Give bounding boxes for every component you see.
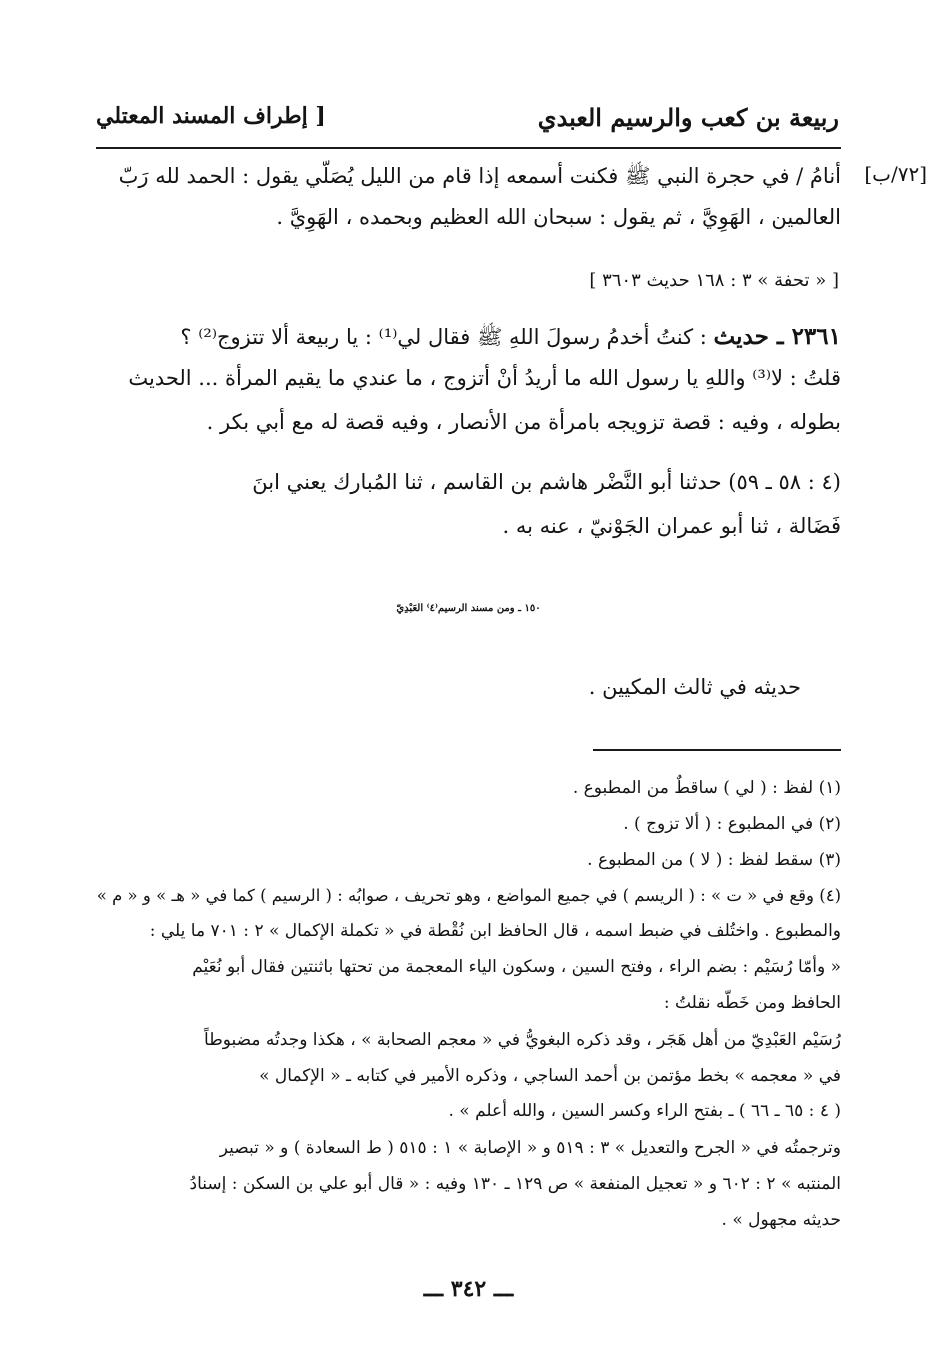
running-header-book: [ إطراف المسند المعتلي (96, 103, 326, 129)
footnote-4-line-10: حديثه مجهول » . (721, 1210, 841, 1230)
footnote-4-line-1: (٤) وقع في « ت » : ( الريسم ) في جميع المواضع ، وهو تحريف ، صوابُه : ( الرسيم ) كما في « هـ » و « م » (96, 886, 841, 905)
header-rule (96, 147, 841, 149)
section-text: حديثه في ثالث المكيين . (588, 675, 801, 699)
margin-reference: [٧٢/ب] (864, 162, 927, 186)
hadith-number: ٢٣٦١ ـ حديث (713, 323, 841, 350)
isnad-line-2: فَضَالة ، ثنا أبو عمران الجَوْنيّ ، عنه به . (502, 514, 841, 538)
footnote-1: (١) لفظ : ( لي ) ساقطٌ من المطبوع . (572, 778, 841, 798)
hadith-line-1 (180, 323, 841, 355)
footnote-4-line-3: « وأمّا رُسَيْم : بضم الراء ، وفتح السين ، وسكون الياء المعجمة من تحتها باثنتين فقال أبو نُعَيْم (192, 957, 841, 977)
running-header-title: ربيعة بن كعب والرسيم العبدي (537, 103, 839, 132)
page-number: ـــ ٣٤٢ ـــ (423, 1276, 514, 1302)
footnote-4-line-5: رُسَيْم العَبْدِيّ من أهل هَجَر ، وقد ذكره البغويُّ في « معجم الصحابة » ، هكذا وجدتُه مضبوطاً (204, 1030, 841, 1050)
hadith-line-3: بطوله ، وفيه : قصة تزويجه بامرأة من الأنصار ، وفيه قصة له مع أبي بكر . (206, 410, 841, 434)
footnote-3: (٣) سقط لفظ : ( لا ) من المطبوع . (587, 850, 841, 870)
tuhfa-reference: [ « تحفة » ٣ : ١٦٨ حديث ٣٦٠٣ ] (589, 270, 839, 291)
footnote-rule (593, 749, 841, 751)
footnote-4-line-8: وترجمتُه في « الجرح والتعديل » ٣ : ٥١٩ و « الإصابة » ١ : ٥١٥ ( ط السعادة ) و « تبصير (219, 1138, 841, 1158)
footnote-2: (٢) في المطبوع : ( ألا تزوج ) . (623, 814, 841, 834)
footnote-4-line-4: الحافظ ومن خَطّه نقلتُ : (663, 993, 841, 1013)
footnote-4-line-2: والمطبوع . واختُلف في ضبط اسمه ، قال الحافظ ابن نُقْطة في « تكملة الإكمال » ٢ : ٧٠١ ما يلي : (149, 921, 841, 941)
hadith-text-1: : كنتُ أخدمُ رسولَ اللهِ ﷺ فقال لي⁽¹⁾ : يا ربيعة ألا تتزوج⁽²⁾ ؟ (180, 325, 714, 349)
footnote-4-line-9: المنتبه » ٢ : ٦٠٢ و « تعجيل المنفعة » ص ١٢٩ ـ ١٣٠ وفيه : « قال أبو علي بن السكن : إسنادُ (189, 1174, 841, 1194)
section-heading: ١٥٠ ـ ومن مسند الرسيم⁽٤⁾ العَبْدِيّ (396, 603, 541, 614)
footnote-4-line-7: ( ٤ : ٦٥ ـ ٦٦ ) ـ بفتح الراء وكسر السين ، والله أعلم » . (448, 1101, 841, 1121)
body-line-1: أنامُ / في حجرة النبي ﷺ فكنت أسمعه إذا قام من الليل يُصَلّي يقول : الحمد لله رَبّ (118, 164, 841, 188)
footnote-4-line-6: في « معجمه » بخط مؤتمن بن أحمد الساجي ، وذكره الأمير في كتابه ـ « الإكمال » (259, 1066, 841, 1086)
body-line-2: العالمين ، الهَوِيَّ ، ثم يقول : سبحان الله العظيم وبحمده ، الهَوِيَّ . (276, 205, 841, 229)
isnad-line-1: (٤ : ٥٨ ـ ٥٩) حدثنا أبو النَّضْر هاشم بن القاسم ، ثنا المُبارك يعني ابنَ (252, 470, 841, 494)
hadith-line-2: قلتُ : لا⁽³⁾ واللهِ يا رسول الله ما أريدُ أنْ أتزوج ، ما عندي ما يقيم المرأة ... الحديث (128, 366, 841, 390)
